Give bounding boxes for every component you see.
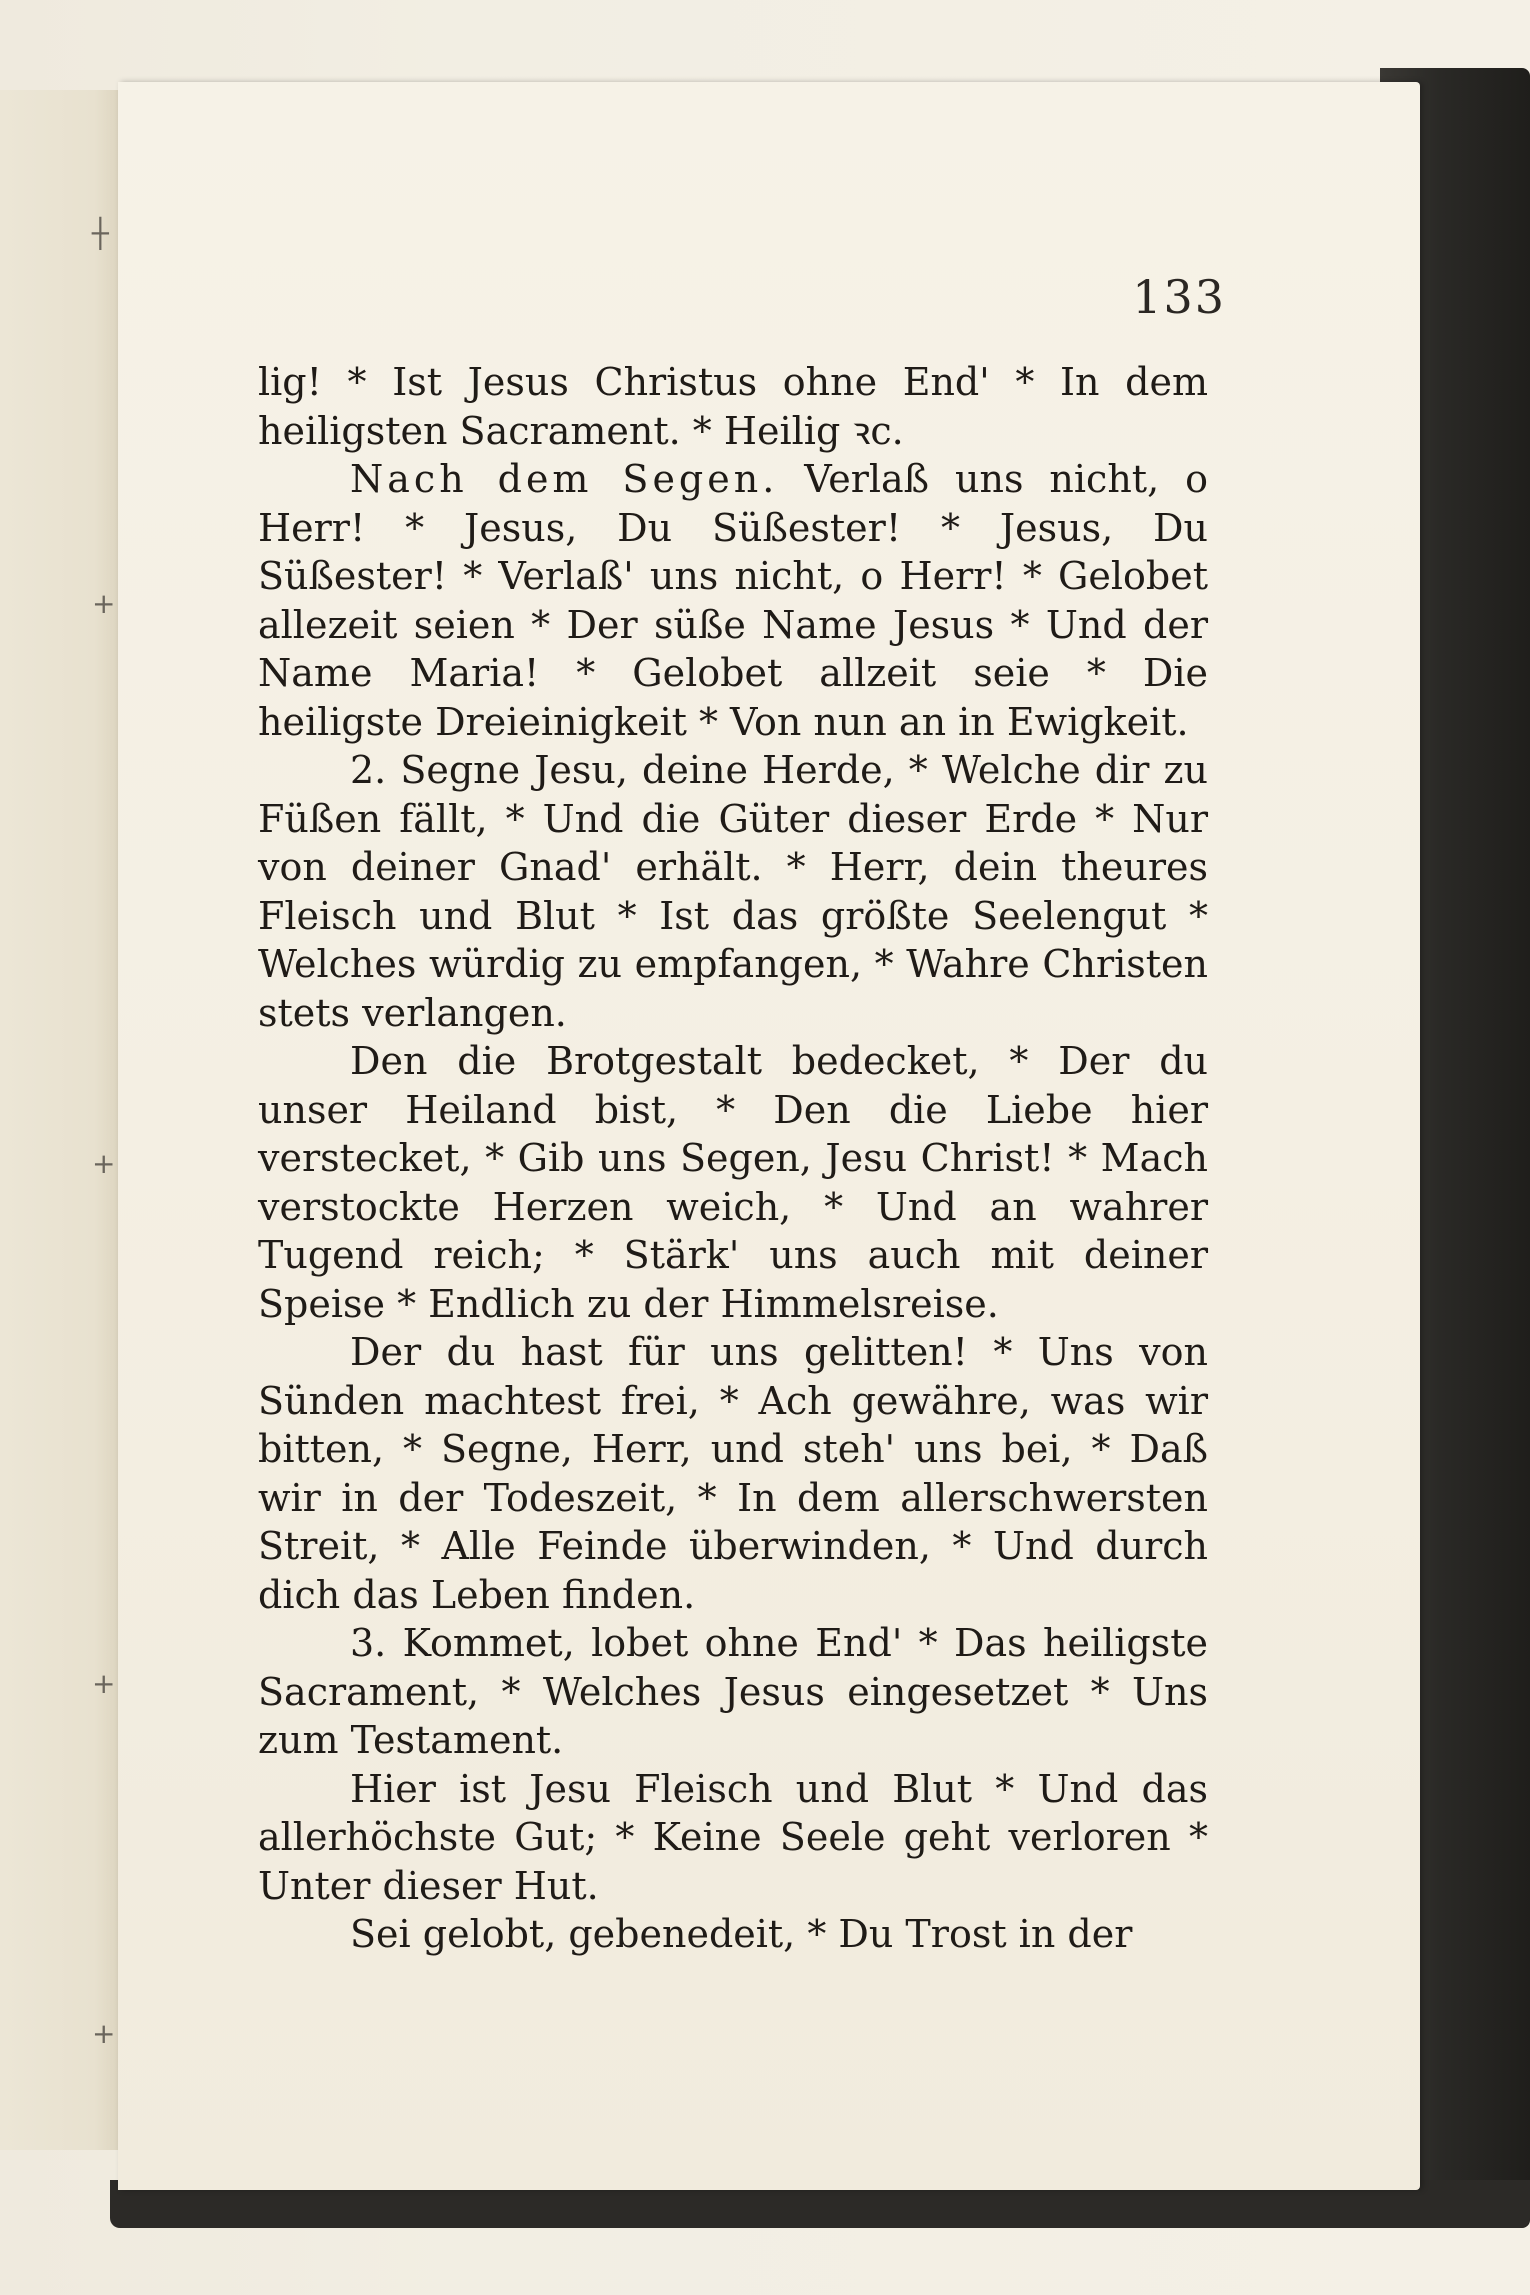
paragraph-verse-2b: Den die Brotgestalt bedecket, * Der du unser Heiland bist, * Den die Liebe hier verstecket, * Gib uns Segen, Jesu Christ! * Mach verstockte Herzen weich, * Und an wahrer Tugend reich; * Stärk' uns auch mit deiner Speise * Endlich zu der Himmelsreise. (258, 1039, 1208, 1326)
paragraph-nach-dem-segen (258, 455, 1208, 746)
paragraph-verse-2c: Der du hast für uns gelitten! * Uns von Sünden machtest frei, * Ach gewähre, was wir bitten, * Segne, Herr, und steh' uns bei, * Daß wir in der Todeszeit, * In dem allerschwersten Streit, * Alle Feinde überwinden, * Und durch dich das Leben finden. (258, 1330, 1208, 1617)
section-heading: Nach dem Segen. (350, 457, 779, 501)
stitch-mark: + (92, 1667, 116, 1700)
paragraph-verse-3: 3. Kommet, lobet ohne End' * Das heiligste Sacrament, * Welches Jesus eingesetzet * Uns zum Testament. (258, 1621, 1208, 1762)
page-number: 133 (1132, 270, 1226, 324)
paragraph-continuation: lig! * Ist Jesus Christus ohne End' * In dem heiligsten Sacrament. * Heilig ꝛc. (258, 360, 1208, 453)
facing-page-edge (0, 90, 120, 2150)
paragraph-verse-2: 2. Segne Jesu, deine Herde, * Welche dir zu Füßen fällt, * Und die Güter dieser Erde * Nur von deiner Gnad' erhält. * Herr, dein theures Fleisch und Blut * Ist das größte Seelengut * Welches würdig zu empfangen, * Wahre Christen stets verlangen. (258, 748, 1208, 1035)
paragraph-body: Verlaß uns nicht, o Herr! * Jesus, Du Süßester! * Jesus, Du Süßester! * Verlaß' uns nicht, o Herr! * Gelobet allezeit seien * Der süße Name Jesus * Und der Name Maria! * Gelobet allzeit seie * Die heiligste Dreieinigkeit * Von nun an in Ewigkeit. (258, 457, 1208, 744)
stitch-mark: + (92, 2017, 116, 2050)
stitch-mark: + (92, 587, 116, 620)
page-text (258, 358, 1208, 1959)
paragraph-verse-3b: Hier ist Jesu Fleisch und Blut * Und das allerhöchste Gut; * Keine Seele geht verloren * Unter dieser Hut. (258, 1766, 1208, 1908)
stitch-mark: + (92, 1147, 116, 1180)
paragraph-verse-3c: Sei gelobt, gebenedeit, * Du Trost in der (350, 1912, 1133, 1956)
stitch-mark: ┼ (92, 217, 109, 250)
